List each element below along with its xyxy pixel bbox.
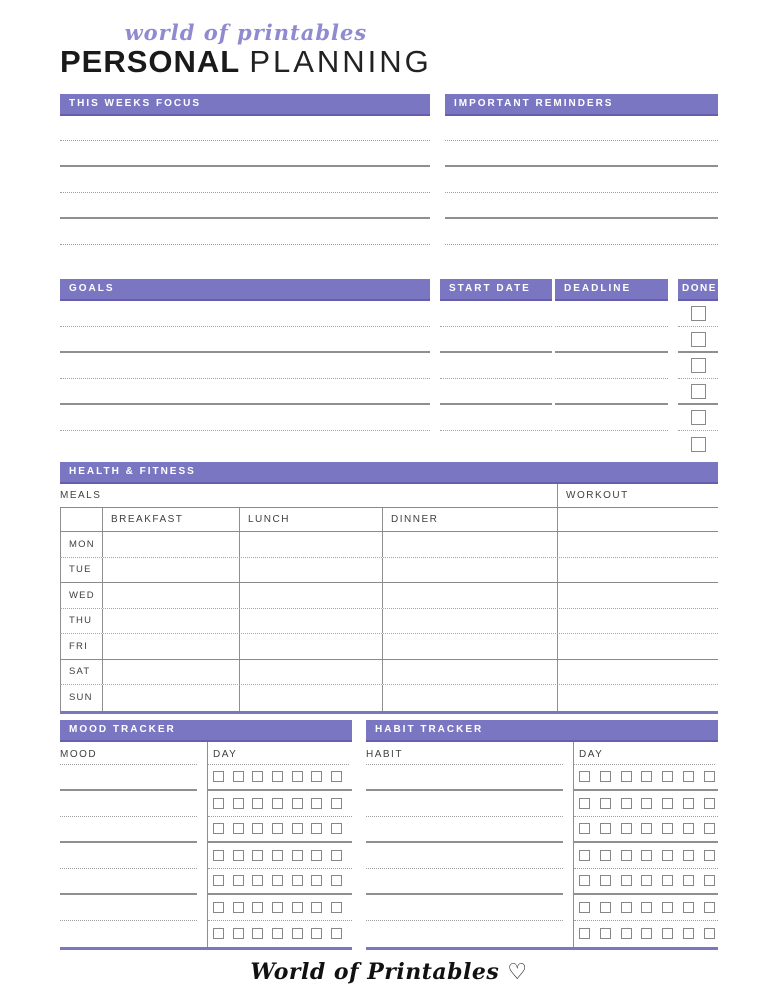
workout-cell: [557, 634, 718, 659]
day-checkbox[interactable]: [311, 771, 322, 782]
goals-section: [60, 279, 718, 457]
day-checkbox[interactable]: [579, 928, 590, 939]
habit-write-line: [366, 869, 563, 895]
goal-write-line: [60, 327, 430, 353]
lunch-cell: [239, 660, 382, 685]
day-checkbox[interactable]: [662, 875, 673, 886]
lunch-cell: [239, 634, 382, 659]
mood-column: [60, 742, 207, 947]
day-checkbox[interactable]: [331, 798, 342, 809]
day-checkbox[interactable]: [233, 798, 244, 809]
day-checkbox[interactable]: [311, 875, 322, 886]
write-line: [60, 219, 430, 245]
write-line: [445, 141, 718, 167]
day-checkbox[interactable]: [621, 823, 632, 834]
dinner-cell: [382, 532, 557, 557]
breakfast-cell: [102, 685, 239, 711]
mood-write-line: [60, 895, 197, 921]
day-checkbox[interactable]: [292, 928, 303, 939]
day-checkbox[interactable]: [272, 798, 283, 809]
checkbox-row: [574, 791, 718, 817]
checkbox-row: [208, 817, 352, 843]
day-checkbox[interactable]: [292, 850, 303, 861]
day-checkbox[interactable]: [662, 928, 673, 939]
done-checkbox[interactable]: [691, 358, 706, 373]
done-cell: [678, 301, 718, 327]
goal-write-line: [60, 301, 430, 327]
meals-label: MEALS: [60, 490, 102, 501]
start-date-write-line: [440, 327, 552, 353]
day-checkbox[interactable]: [662, 850, 673, 861]
day-checkbox[interactable]: [272, 823, 283, 834]
footer-logo: World of Printables ♡: [250, 958, 528, 985]
title-block: [60, 20, 432, 78]
day-checkbox[interactable]: [621, 928, 632, 939]
day-checkbox[interactable]: [704, 798, 715, 809]
day-checkbox[interactable]: [621, 875, 632, 886]
page-title: [60, 46, 432, 78]
day-checkbox[interactable]: [641, 771, 652, 782]
day-label: FRI: [60, 634, 102, 659]
mood-write-rows: [60, 765, 207, 947]
day-checkbox[interactable]: [252, 771, 263, 782]
dinner-cell: [382, 660, 557, 685]
mood-write-line: [60, 869, 197, 895]
dinner-cell: [382, 558, 557, 583]
habit-write-line: [366, 791, 563, 817]
day-checkbox[interactable]: [641, 798, 652, 809]
day-checkbox[interactable]: [704, 850, 715, 861]
write-line: [60, 167, 430, 193]
day-checkbox[interactable]: [704, 823, 715, 834]
day-checkbox[interactable]: [331, 850, 342, 861]
day-checkbox[interactable]: [252, 875, 263, 886]
start-date-write-line: [440, 405, 552, 431]
weekly-focus-panel: [60, 94, 430, 245]
day-checkbox[interactable]: [213, 798, 224, 809]
mood-write-line: [60, 817, 197, 843]
start-date-write-line: [440, 353, 552, 379]
day-checkbox[interactable]: [331, 771, 342, 782]
mood-tracker-header: MOOD TRACKER: [60, 720, 352, 742]
deadline-header: DEADLINE: [555, 279, 668, 301]
title-personal: PERSONAL: [60, 44, 240, 79]
table-row: [60, 685, 718, 711]
done-checkbox[interactable]: [691, 332, 706, 347]
page-footer: [60, 959, 718, 985]
start-date-write-line: [440, 379, 552, 405]
checkbox-row: [574, 921, 718, 947]
day-checkbox[interactable]: [600, 928, 611, 939]
day-checkbox[interactable]: [233, 850, 244, 861]
write-line: [445, 193, 718, 219]
day-checkbox[interactable]: [662, 902, 673, 913]
breakfast-cell: [102, 532, 239, 557]
dinner-cell: [382, 685, 557, 711]
habit-write-line: [366, 843, 563, 869]
reminders-header: IMPORTANT REMINDERS: [445, 94, 718, 116]
day-checkbox[interactable]: [213, 823, 224, 834]
day-checkbox[interactable]: [331, 928, 342, 939]
workout-label: WORKOUT: [557, 484, 718, 507]
table-row: [60, 558, 718, 584]
day-checkbox[interactable]: [683, 850, 694, 861]
weekly-focus-lines: [60, 116, 430, 245]
day-checkbox[interactable]: [579, 823, 590, 834]
workout-cell: [557, 660, 718, 685]
day-checkbox[interactable]: [292, 823, 303, 834]
goal-row: [60, 405, 718, 431]
breakfast-cell: [102, 609, 239, 634]
goal-row: [60, 431, 718, 457]
lunch-cell: [239, 609, 382, 634]
start-date-header: START DATE: [440, 279, 552, 301]
day-checkbox[interactable]: [233, 902, 244, 913]
mood-write-line: [60, 765, 197, 791]
goal-write-line: [60, 353, 430, 379]
day-checkbox[interactable]: [579, 875, 590, 886]
day-checkbox[interactable]: [621, 850, 632, 861]
day-checkbox[interactable]: [600, 798, 611, 809]
day-label: WED: [60, 583, 102, 608]
done-checkbox[interactable]: [691, 410, 706, 425]
day-checkbox[interactable]: [641, 902, 652, 913]
day-checkbox[interactable]: [704, 928, 715, 939]
day-checkbox[interactable]: [213, 928, 224, 939]
day-checkbox[interactable]: [662, 823, 673, 834]
meal-columns-row: [60, 508, 718, 532]
habit-day-column: [573, 742, 718, 947]
day-checkbox[interactable]: [292, 875, 303, 886]
goals-header-row: [60, 279, 718, 301]
done-cell: [678, 353, 718, 379]
day-label: THU: [60, 609, 102, 634]
lunch-cell: [239, 532, 382, 557]
mood-column-label: MOOD: [60, 742, 197, 765]
day-checkbox[interactable]: [311, 823, 322, 834]
done-checkbox[interactable]: [691, 384, 706, 399]
day-checkbox[interactable]: [579, 798, 590, 809]
dinner-cell: [382, 609, 557, 634]
day-column-label: DAY: [208, 742, 349, 765]
day-checkbox[interactable]: [621, 771, 632, 782]
done-cell: [678, 327, 718, 353]
day-checkbox[interactable]: [213, 875, 224, 886]
start-date-write-line: [440, 431, 552, 457]
day-checkbox[interactable]: [579, 850, 590, 861]
day-checkbox[interactable]: [252, 850, 263, 861]
write-line: [60, 193, 430, 219]
mood-checkbox-rows: [208, 765, 352, 947]
breakfast-cell: [102, 660, 239, 685]
workout-cell: [557, 583, 718, 608]
day-checkbox[interactable]: [579, 902, 590, 913]
start-date-write-line: [440, 301, 552, 327]
goal-write-line: [60, 431, 430, 457]
day-checkbox[interactable]: [662, 771, 673, 782]
lunch-cell: [239, 685, 382, 711]
checkbox-row: [208, 921, 352, 947]
dinner-column-header: DINNER: [382, 508, 557, 531]
day-label: SAT: [60, 660, 102, 685]
goal-write-line: [60, 405, 430, 431]
day-checkbox[interactable]: [311, 902, 322, 913]
breakfast-column-header: BREAKFAST: [102, 508, 239, 531]
deadline-write-line: [555, 431, 668, 457]
lunch-cell: [239, 558, 382, 583]
day-checkbox[interactable]: [213, 850, 224, 861]
mood-write-line: [60, 921, 197, 947]
day-checkbox[interactable]: [600, 771, 611, 782]
goals-header: GOALS: [60, 279, 430, 301]
habit-write-line: [366, 817, 563, 843]
day-checkbox[interactable]: [331, 823, 342, 834]
health-fitness-header: HEALTH & FITNESS: [60, 462, 718, 484]
brand-script: world of printables: [124, 20, 368, 45]
deadline-write-line: [555, 353, 668, 379]
day-checkbox[interactable]: [213, 902, 224, 913]
day-checkbox[interactable]: [233, 771, 244, 782]
deadline-write-line: [555, 405, 668, 431]
page-header: [60, 20, 718, 78]
day-checkbox[interactable]: [662, 798, 673, 809]
day-checkbox[interactable]: [600, 875, 611, 886]
day-checkbox[interactable]: [331, 902, 342, 913]
checkbox-row: [574, 895, 718, 921]
workout-cell: [557, 532, 718, 557]
day-checkbox[interactable]: [311, 928, 322, 939]
dinner-cell: [382, 583, 557, 608]
done-checkbox[interactable]: [691, 306, 706, 321]
deadline-write-line: [555, 327, 668, 353]
write-line: [445, 116, 718, 141]
done-cell: [678, 431, 718, 457]
day-checkbox[interactable]: [311, 850, 322, 861]
day-checkbox[interactable]: [311, 798, 322, 809]
dinner-cell: [382, 634, 557, 659]
day-checkbox[interactable]: [641, 823, 652, 834]
day-checkbox[interactable]: [683, 875, 694, 886]
day-checkbox[interactable]: [641, 850, 652, 861]
day-checkbox[interactable]: [331, 875, 342, 886]
mood-day-column: [207, 742, 352, 947]
table-row: [60, 634, 718, 660]
checkbox-row: [574, 765, 718, 791]
workout-cell: [557, 609, 718, 634]
day-checkbox[interactable]: [600, 823, 611, 834]
checkbox-row: [208, 895, 352, 921]
done-checkbox[interactable]: [691, 437, 706, 452]
done-header: DONE: [678, 279, 718, 301]
habit-tracker-body: [366, 742, 718, 950]
goal-write-line: [60, 379, 430, 405]
mood-tracker-body: [60, 742, 352, 950]
day-column-spacer: [60, 508, 102, 531]
write-line: [60, 116, 430, 141]
day-checkbox[interactable]: [272, 902, 283, 913]
day-checkbox[interactable]: [233, 928, 244, 939]
table-row: [60, 532, 718, 558]
day-checkbox[interactable]: [683, 928, 694, 939]
goal-row: [60, 327, 718, 353]
day-checkbox[interactable]: [272, 771, 283, 782]
reminders-lines: [445, 116, 718, 245]
workout-column-spacer: [557, 508, 718, 531]
checkbox-row: [208, 791, 352, 817]
day-column-label: DAY: [574, 742, 715, 765]
day-label: TUE: [60, 558, 102, 583]
checkbox-row: [208, 869, 352, 895]
day-checkbox[interactable]: [579, 771, 590, 782]
goals-rows: [60, 301, 718, 457]
checkbox-row: [574, 869, 718, 895]
table-row: [60, 660, 718, 686]
habit-write-line: [366, 921, 563, 947]
day-checkbox[interactable]: [600, 850, 611, 861]
day-checkbox[interactable]: [292, 771, 303, 782]
deadline-write-line: [555, 301, 668, 327]
table-row: [60, 583, 718, 609]
done-cell: [678, 405, 718, 431]
mood-tracker-panel: [60, 720, 352, 950]
day-checkbox[interactable]: [213, 771, 224, 782]
write-line: [445, 219, 718, 245]
day-checkbox[interactable]: [292, 902, 303, 913]
habit-write-rows: [366, 765, 573, 947]
day-label: MON: [60, 532, 102, 557]
day-checkbox[interactable]: [704, 875, 715, 886]
day-checkbox[interactable]: [272, 928, 283, 939]
write-line: [445, 167, 718, 193]
mood-write-line: [60, 843, 197, 869]
meals-workout-row: [60, 484, 718, 508]
day-checkbox[interactable]: [600, 902, 611, 913]
habit-checkbox-rows: [574, 765, 718, 947]
day-checkbox[interactable]: [233, 875, 244, 886]
day-checkbox[interactable]: [233, 823, 244, 834]
workout-cell: [557, 558, 718, 583]
lunch-cell: [239, 583, 382, 608]
focus-reminders-section: [60, 94, 718, 245]
title-planning: PLANNING: [249, 44, 432, 79]
day-checkbox[interactable]: [252, 902, 263, 913]
goal-row: [60, 353, 718, 379]
breakfast-cell: [102, 558, 239, 583]
day-checkbox[interactable]: [252, 798, 263, 809]
breakfast-cell: [102, 583, 239, 608]
reminders-panel: [445, 94, 718, 245]
weekly-focus-header: THIS WEEKS FOCUS: [60, 94, 430, 116]
breakfast-cell: [102, 634, 239, 659]
day-checkbox[interactable]: [621, 902, 632, 913]
mood-write-line: [60, 791, 197, 817]
day-checkbox[interactable]: [641, 875, 652, 886]
lunch-column-header: LUNCH: [239, 508, 382, 531]
checkbox-row: [574, 817, 718, 843]
habit-write-line: [366, 895, 563, 921]
goal-row: [60, 379, 718, 405]
day-checkbox[interactable]: [292, 798, 303, 809]
write-line: [60, 141, 430, 167]
day-checkbox[interactable]: [683, 771, 694, 782]
trackers-section: [60, 720, 718, 950]
table-row: [60, 609, 718, 635]
deadline-write-line: [555, 379, 668, 405]
day-checkbox[interactable]: [621, 798, 632, 809]
day-checkbox[interactable]: [272, 875, 283, 886]
habit-tracker-header: HABIT TRACKER: [366, 720, 718, 742]
day-checkbox[interactable]: [272, 850, 283, 861]
goal-row: [60, 301, 718, 327]
day-checkbox[interactable]: [704, 902, 715, 913]
habit-column-label: HABIT: [366, 742, 563, 765]
habit-column: [366, 742, 573, 947]
done-cell: [678, 379, 718, 405]
day-checkbox[interactable]: [252, 823, 263, 834]
workout-cell: [557, 685, 718, 711]
day-checkbox[interactable]: [683, 823, 694, 834]
checkbox-row: [208, 765, 352, 791]
habit-tracker-panel: [366, 720, 718, 950]
day-checkbox[interactable]: [683, 902, 694, 913]
checkbox-row: [574, 843, 718, 869]
day-checkbox[interactable]: [704, 771, 715, 782]
checkbox-row: [208, 843, 352, 869]
day-checkbox[interactable]: [252, 928, 263, 939]
day-checkbox[interactable]: [683, 798, 694, 809]
day-checkbox[interactable]: [641, 928, 652, 939]
day-label: SUN: [60, 685, 102, 711]
health-fitness-section: [60, 462, 718, 714]
habit-write-line: [366, 765, 563, 791]
